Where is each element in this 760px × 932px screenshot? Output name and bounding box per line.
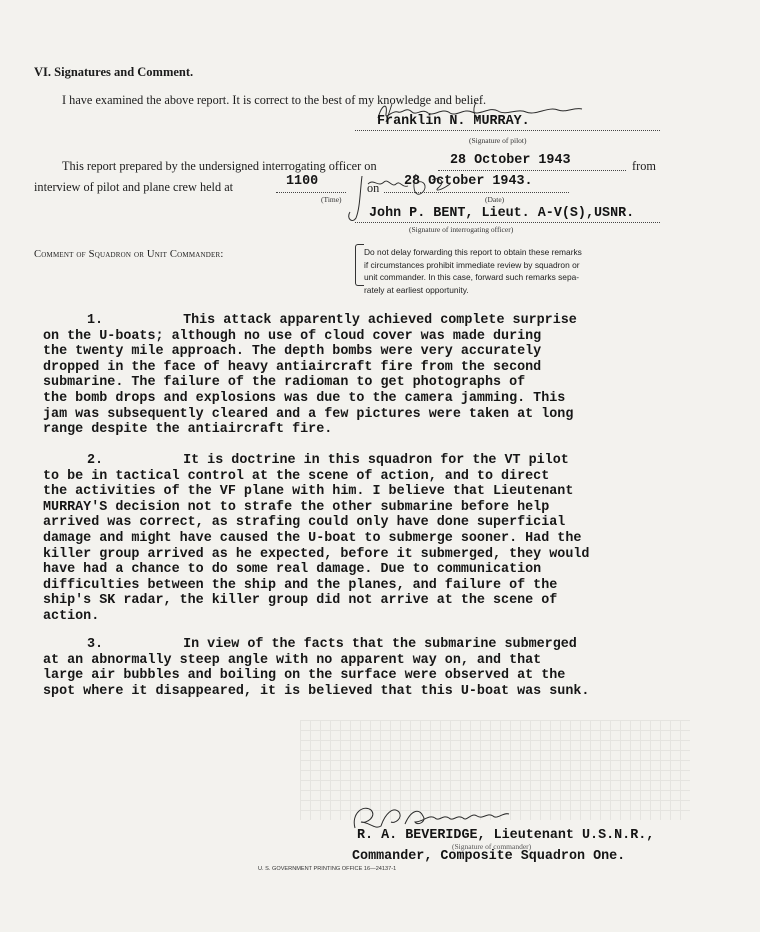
paragraph-number: 1. [87,313,104,328]
paragraph-line: to be in tactical control at the scene of action, and to direct [43,468,550,484]
officer-signature-line [355,222,660,223]
paragraph-3 [43,637,673,699]
paragraph-line: difficulties between the ship and the planes, and failure of the [43,577,558,593]
paragraph-line: ship's SK radar, the killer group did not arrive at the scene of [43,593,558,609]
section-heading: VI. Signatures and Comment. [34,65,194,79]
interview-date: 28 October 1943. [404,174,533,189]
paragraph-text: This attack apparently achieved complete surprise [183,313,577,328]
paragraph-line: the bomb drops and explosions was due to the camera jamming. This [43,390,566,406]
prepared-date: 28 October 1943 [450,153,571,168]
paragraph-line: arrived was correct, as strafing could only have done superficial [43,515,566,531]
paragraph-text: In view of the facts that the submarine submerged [183,637,577,652]
note-line: unit commander. In this case, forward such remarks sepa- [364,272,580,282]
time-line [276,192,346,193]
paragraph-line: damage and might have caused the U-boat to submerge sooner. Had the [43,530,582,546]
paragraph-text: It is doctrine in this squadron for the VT pilot [183,453,569,468]
paragraph-line: on the U-boats; although no use of cloud cover was made during [43,328,542,344]
paragraph-line: the activities of the VF plane with him. I believe that Lieutenant [43,484,574,500]
commander-name: R. A. BEVERIDGE, Lieutenant U.S.N.R., [357,828,655,843]
time-caption: (Time) [321,195,342,204]
paragraph-line: have had a chance to do some real damage. Due to communication [43,562,542,578]
printer-mark: U. S. GOVERNMENT PRINTING OFFICE 16—24137-1 [258,866,397,872]
paragraph-1 [43,313,673,438]
officer-name: John P. BENT, Lieut. A-V(S),USNR. [369,206,635,221]
interview-text: interview of pilot and plane crew held at [34,180,234,194]
commander-caption: (Signature of commander) [452,842,532,851]
paragraph-line: dropped in the face of heavy antiaircraft fire from the second [43,359,542,375]
prepared-date-line [438,170,626,171]
pilot-name: Franklin N. MURRAY. [377,114,530,129]
paragraph-line [43,637,673,653]
paragraph-number: 2. [87,453,104,468]
interview-date-line [384,192,569,193]
examined-statement: I have examined the above report. It is correct to the best of my knowledge and belief. [62,93,487,107]
paragraph-line: jam was subsequently cleared and a few pictures were taken at long [43,406,574,422]
paragraph-2 [43,453,673,625]
paragraph-line: range despite the antiaircraft fire. [43,422,333,438]
paragraph-line [43,313,673,329]
paragraph-line: spot where it disappeared, it is believed that this U-boat was sunk. [43,683,590,699]
paragraph-line [43,453,673,469]
commander-title: Commander, Composite Squadron One. [352,849,626,864]
paragraph-line: the twenty mile approach. The depth bombs were very accurately [43,344,542,360]
paragraph-line: submarine. The failure of the radioman to get photographs of [43,375,526,391]
paragraph-line: action. [43,608,100,624]
officer-caption: (Signature of interrogating officer) [409,225,514,234]
comment-note [364,246,664,296]
on-text: on [367,181,380,195]
paper-texture [300,720,690,820]
paragraph-line: killer group arrived as he expected, before it submerged, they would [43,546,590,562]
paragraph-number: 3. [87,637,104,652]
paragraph-line: at an abnormally steep angle with no apparent way on, and that [43,652,542,668]
pilot-signature-line [355,130,660,131]
pilot-caption: (Signature of pilot) [469,136,527,145]
paragraph-line: MURRAY'S decision not to strafe the other submarine before help [43,499,550,515]
date-caption: (Date) [485,195,505,204]
note-line: rately at earliest opportunity. [364,284,469,295]
from-text: from [632,159,656,173]
interview-time: 1100 [286,174,319,189]
note-line: if circumstances prohibit immediate review by squadron or [364,259,580,270]
note-bracket [355,244,364,286]
comment-label: Comment of Squadron or Unit Commander: [34,249,224,260]
prepared-text: This report prepared by the undersigned interrogating officer on [62,159,377,173]
note-line: Do not delay forwarding this report to obtain these remarks [364,247,582,257]
paragraph-line: large air bubbles and boiling on the surface were observed at the [43,668,566,684]
